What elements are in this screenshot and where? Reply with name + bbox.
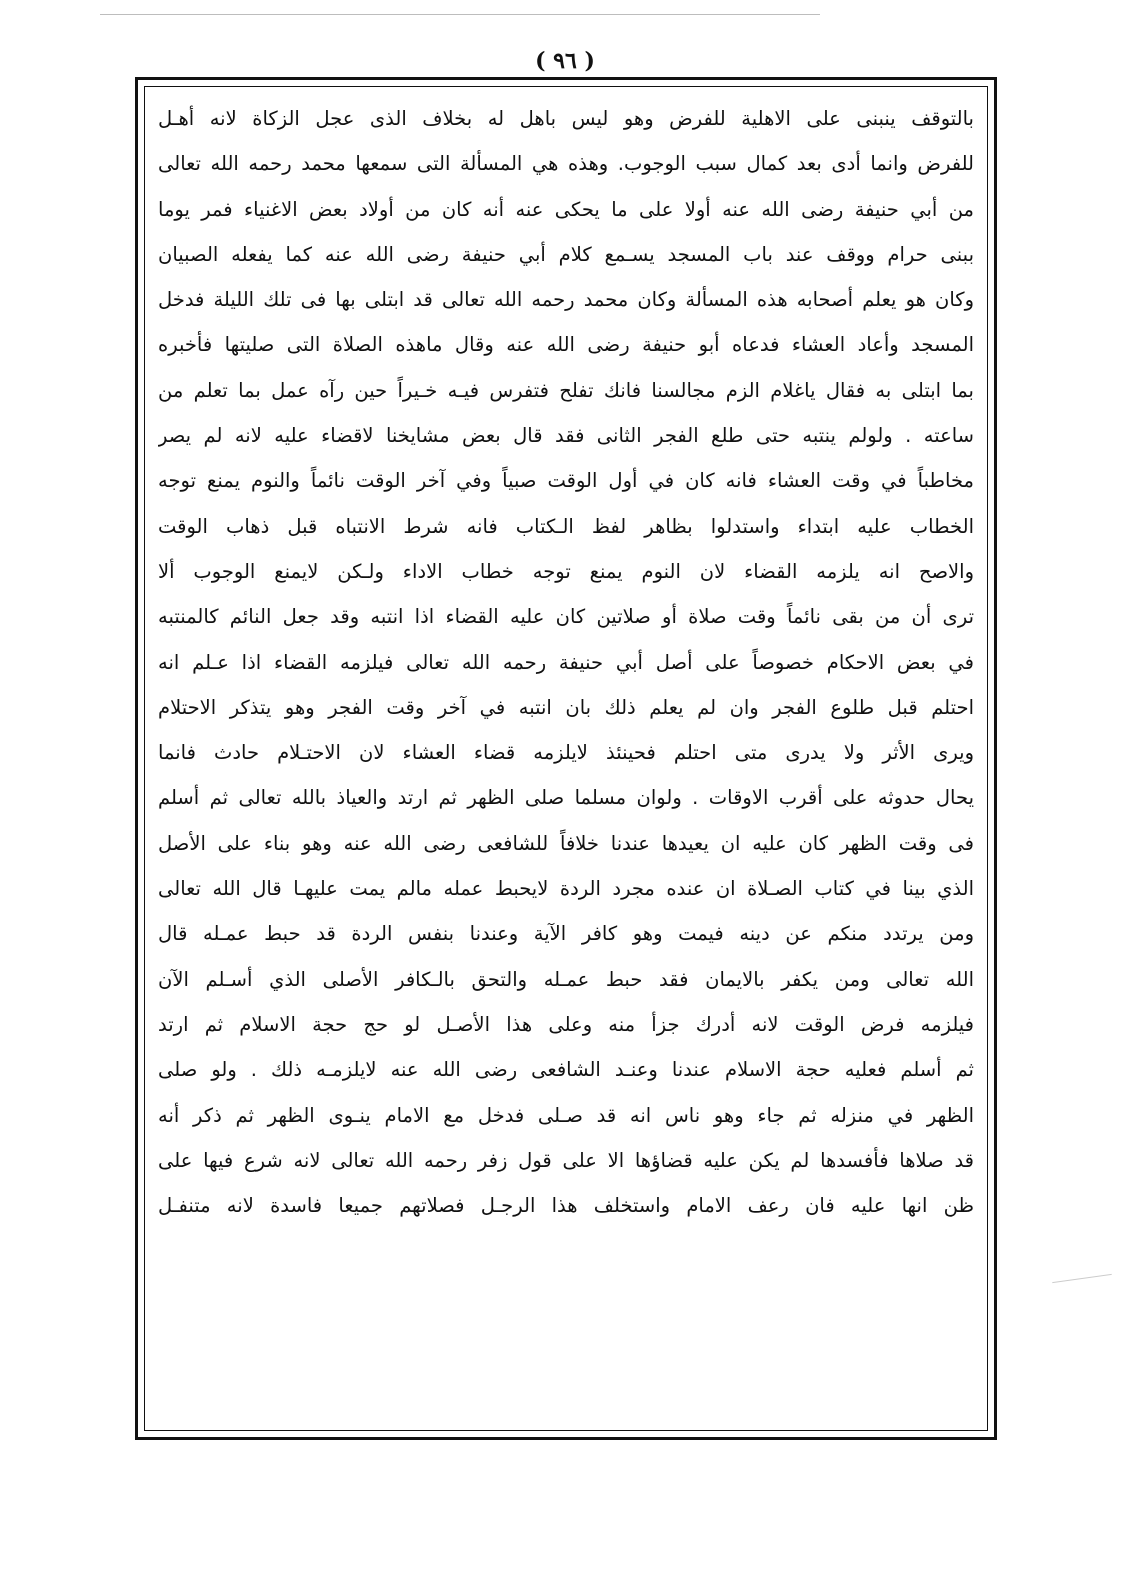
page-border-frame [135, 77, 997, 1440]
text-line: ترى أن من بقى نائماً وقت صلاة أو صلاتين كان عليه القضاء اذا انتبه وقد جعل النائم كالمنتبه [158, 605, 974, 629]
text-body [158, 96, 974, 1228]
text-line: ومن يرتدد منكم عن دينه فيمت وهو كافر الآية وعندنا بنفس الردة قد حبط عمـله قال [158, 922, 974, 946]
text-line: بما ابتلى به فقال ياغلام الزم مجالسنا فانك تفلح فتفرس فيـه خـيراً حين رآه عمل بما تعلم من [158, 378, 974, 402]
page-number: ( ٩٦ ) [535, 48, 595, 74]
text-line: مخاطباً في وقت العشاء فانه كان في أول الوقت صبياً وفي آخر الوقت نائماً والنوم يمنع توجه [158, 469, 974, 493]
text-line: ببنى حرام ووقف عند باب المسجد يسـمع كلام أبي حنيفة رضى الله عنه كما يفعله الصبيان [158, 242, 974, 266]
text-line: وكان هو يعلم أصحابه هذه المسألة وكان محمد رحمه الله تعالى قد ابتلى بها فى تلك الليلة فدخل [158, 288, 974, 312]
text-line: والاصح انه يلزمه القضاء لان النوم يمنع توجه خطاب الاداء ولـكن لايمنع الوجوب ألا [158, 559, 974, 583]
text-line: الظهر في منزله ثم جاء وهو ناس انه قد صـلى فدخل مع الامام ينـوى الظهر ثم ذكر أنه [158, 1103, 974, 1127]
text-line: ظن انها عليه فان رعف الامام واستخلف هذا الرجـل فصلاتهم جميعا فاسدة لانه متنفـل [158, 1194, 974, 1218]
text-line: ويرى الأثر ولا يدرى متى احتلم فحينئذ لايلزمه قضاء العشاء لان الاحتـلام حادث فانما [158, 741, 974, 765]
text-line: الذي بينا في كتاب الصـلاة ان عنده مجرد الردة لايحبط عمله مالم يمت عليهـا قال الله تعالى [158, 877, 974, 901]
text-line: فى وقت الظهر كان عليه ان يعيدها عندنا خلافاً للشافعى رضى الله عنه وهو بناء على الأصل [158, 831, 974, 855]
text-line: فيلزمه فرض الوقت لانه أدرك جزأ منه وعلى هذا الأصـل لو حج حجة الاسلام ثم ارتد [158, 1012, 974, 1036]
text-line: في بعض الاحكام خصوصاً على أصل أبي حنيفة رحمه الله تعالى فيلزمه القضاء اذا عـلم انه [158, 650, 974, 674]
text-line: يحال حدوثه على أقرب الاوقات . ولوان مسلما صلى الظهر ثم ارتد والعياذ بالله تعالى ثم أسلم [158, 786, 974, 810]
text-line: للفرض وانما أدى بعد كمال سبب الوجوب. وهذه هي المسألة التى سمعها محمد رحمه الله تعالى [158, 152, 974, 176]
scan-margin-mark [1052, 1274, 1112, 1283]
text-line: ثم أسلم فعليه حجة الاسلام عندنا وعنـد الشافعى رضى الله عنه لايلزمـه ذلك . ولو صلى [158, 1058, 974, 1082]
text-line: من أبي حنيفة رضى الله عنه أولا على ما يحكى عنه أنه كان من أولاد بعض الاغنياء فمر يوما [158, 197, 974, 221]
text-line: الله تعالى ومن يكفر بالايمان فقد حبط عمـله والتحق بالـكافر الأصلى الذي أسـلم الآن [158, 967, 974, 991]
text-line: المسجد وأعاد العشاء فدعاه أبو حنيفة رضى الله عنه وقال ماهذه الصلاة التى صليتها فأخبره [158, 333, 974, 357]
text-line: احتلم قبل طلوع الفجر وان لم يعلم ذلك بان انتبه في آخر وقت الفجر وهو يتذكر الاحتلام [158, 695, 974, 719]
text-line: قد صلاها فأفسدها لم يكن عليه قضاؤها الا على قول زفر رحمه الله تعالى لانه شرع فيها على [158, 1148, 974, 1172]
text-line: ساعته . ولولم ينتبه حتى طلع الفجر الثانى فقد قال بعض مشايخنا لاقضاء عليه لانه لم يصر [158, 424, 974, 448]
text-line: الخطاب عليه ابتداء واستدلوا بظاهر لفظ الـكتاب فانه شرط الانتباه قبل ذهاب الوقت [158, 514, 974, 538]
scan-artifact-line [100, 14, 820, 15]
text-line: بالتوقف ينبنى على الاهلية للفرض وهو ليس باهل له بخلاف الذى عجل الزكاة لانه أهـل [158, 107, 974, 130]
